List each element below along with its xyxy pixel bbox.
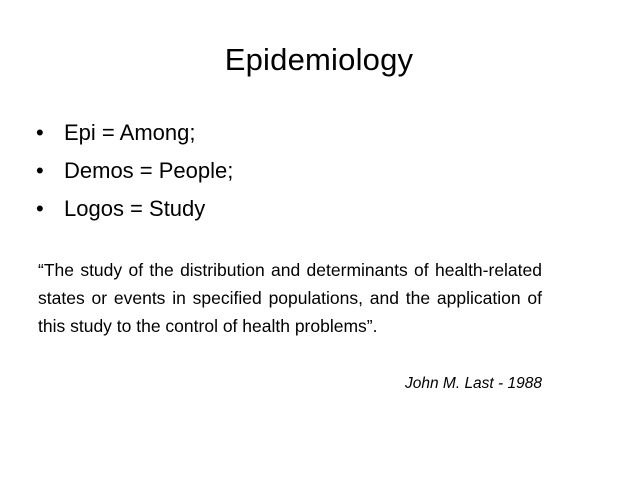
definition-quote: “The study of the distribution and determinants of health-related states or events in specified populations, and the application of this study to the control of health problems”. (38, 260, 542, 336)
bullet-text: Epi = Among; (64, 120, 196, 145)
bullet-item-demos (36, 152, 233, 190)
slide-title: Epidemiology (224, 42, 414, 77)
bullet-dot-icon: • (36, 158, 44, 183)
bullet-text: Demos = People; (64, 158, 234, 183)
bullet-list (36, 114, 233, 228)
bullet-text: Logos = Study (64, 196, 206, 221)
bullet-item-epi (36, 114, 233, 152)
bullet-dot-icon: • (36, 120, 44, 145)
bullet-item-logos (36, 190, 233, 228)
quote-attribution: John M. Last - 1988 (405, 375, 542, 392)
bullet-dot-icon: • (36, 196, 44, 221)
